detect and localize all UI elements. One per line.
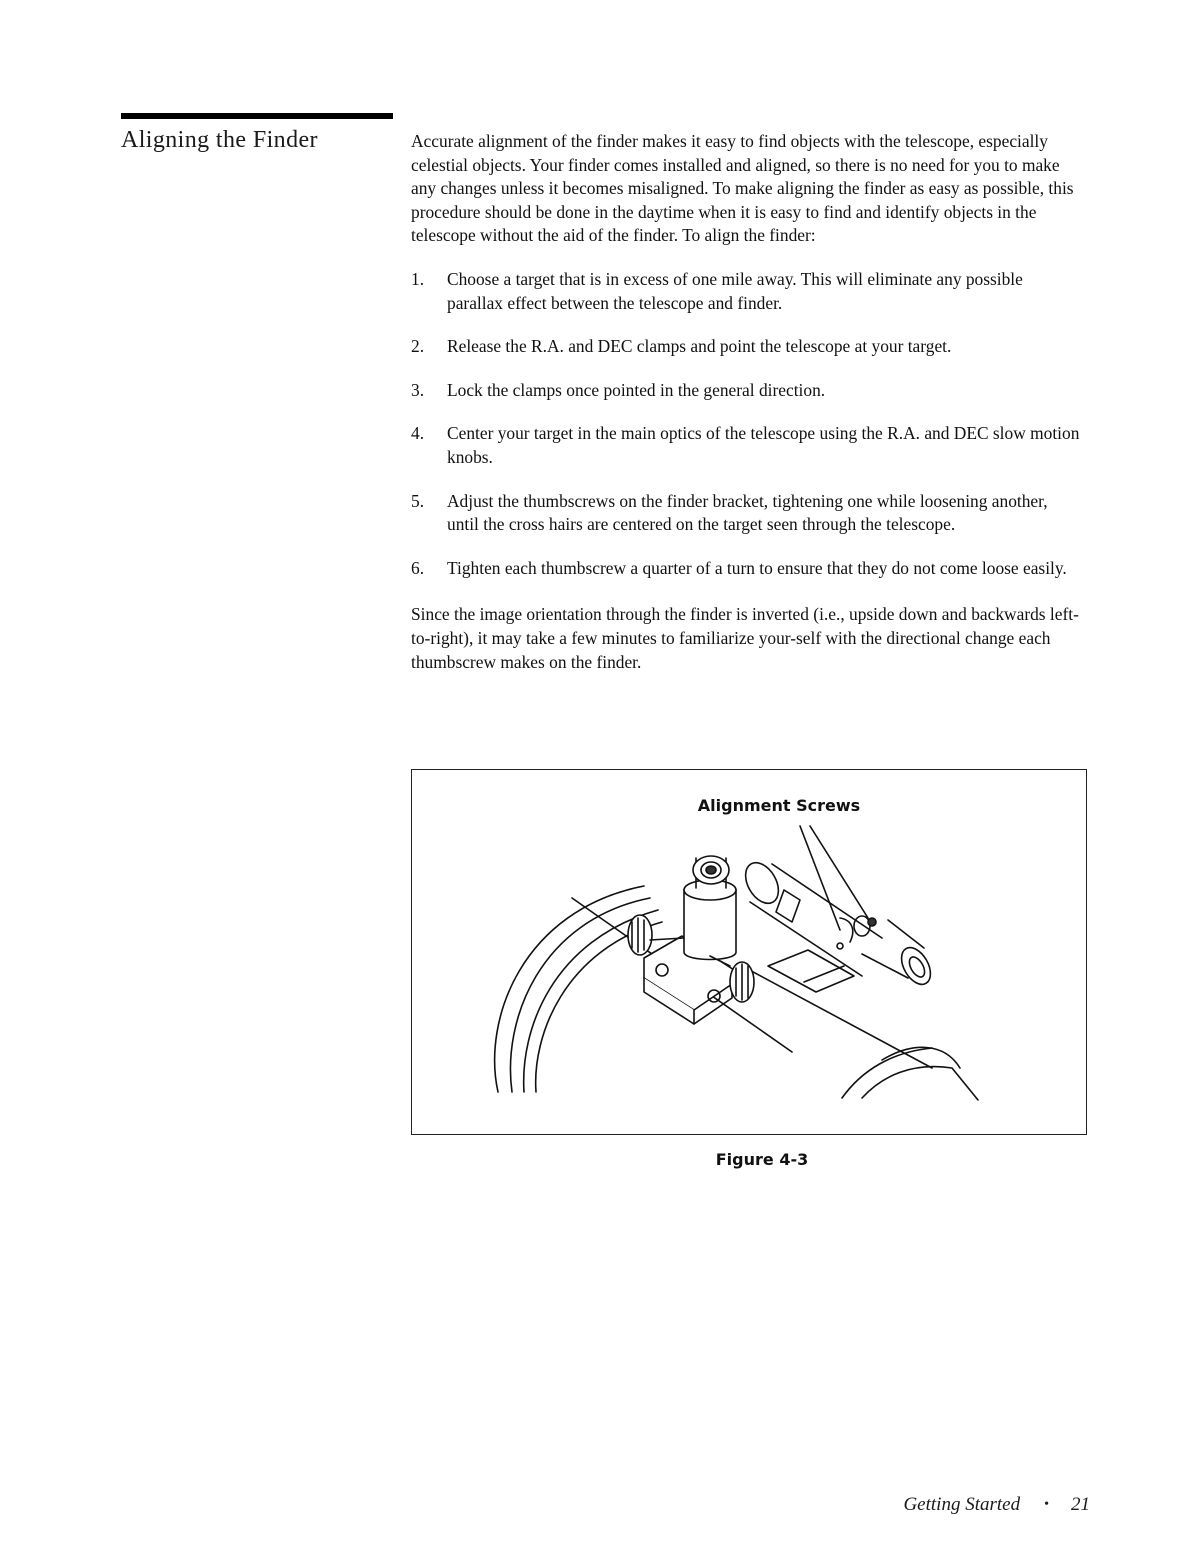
- intro-paragraph: Accurate alignment of the finder makes it easy to find objects with the telescope, especially celestial objects. Your finder comes installed and aligned, so there is no need for you to make any changes unless it becomes misaligned. To make aligning the finder as easy as possible, this procedure should be done in the daytime when it is easy to find and identify objects in the telescope without the aid of the finder. To align the finder:: [411, 131, 1074, 246]
- finder-tube: [840, 918, 853, 942]
- footer-chapter: Getting Started: [903, 1494, 1021, 1515]
- alignment-screw-head: [868, 918, 876, 926]
- step-number: 2.: [411, 336, 425, 357]
- finder-objective: [896, 943, 937, 990]
- rear-cell-arc: [842, 1048, 932, 1098]
- step-text: Tighten each thumbscrew a quarter of a turn to ensure that they do not come loose easily.: [447, 557, 1067, 578]
- step-text: Lock the clamps once pointed in the general direction.: [447, 379, 826, 400]
- step-text: Release the R.A. and DEC clamps and point the telescope at your target.: [447, 336, 952, 357]
- finder-tube: [854, 916, 870, 936]
- step-item: [411, 335, 1083, 359]
- finder-mount-plate: [768, 950, 854, 992]
- step-number: 4.: [411, 423, 425, 444]
- step-item: [411, 557, 1083, 581]
- step-number: 6.: [411, 557, 425, 578]
- page-footer: [780, 1494, 1090, 1516]
- steps-list: [411, 268, 1083, 580]
- finder-tube: [739, 857, 785, 909]
- section-rule: [121, 113, 393, 119]
- step-number: 3.: [411, 379, 425, 400]
- step-text: Choose a target that is in excess of one mile away. This will eliminate any possible parallax effect between the telescope and finder.: [447, 268, 1023, 313]
- step-text: Center your target in the main optics of the telescope using the R.A. and DEC slow motion knobs.: [447, 423, 1080, 467]
- step-item: [411, 422, 1083, 469]
- step-number: 5.: [411, 490, 425, 511]
- step-item: [411, 268, 1083, 315]
- step-item: [411, 490, 1083, 537]
- figure-caption: Figure 4-3: [715, 1150, 809, 1169]
- page-number: 21: [1071, 1494, 1090, 1515]
- tube-edge-line: [742, 966, 932, 1068]
- telescope-finder-illustration: [412, 770, 1088, 1136]
- step-text: Adjust the thumbscrews on the finder bracket, tightening one while loosening another, until the cross hairs are centered on the target seen through the telescope.: [447, 490, 1048, 535]
- finder-eyepiece: [706, 866, 716, 874]
- alignment-screws-label: Alignment Screws: [697, 796, 861, 815]
- body-column: [411, 130, 1083, 674]
- alignment-screw-head: [837, 943, 843, 949]
- footer-separator: •: [1044, 1497, 1049, 1512]
- rear-cell-arc: [862, 1067, 978, 1100]
- closing-paragraph: Since the image orientation through the finder is inverted (i.e., upside down and backwards left-to-right), it may take a few minutes to familiarize your-self with the directional change each thumbscrew makes on the finder.: [411, 604, 1079, 672]
- callout-leader-line: [810, 826, 868, 918]
- figure-frame: [411, 769, 1087, 1135]
- tube-rim-arc: [495, 886, 644, 1092]
- step-item: [411, 379, 1083, 403]
- section-heading: Aligning the Finder: [121, 127, 318, 153]
- step-number: 1.: [411, 268, 425, 289]
- finder-tube: [776, 890, 800, 922]
- finder-mount-plate: [804, 966, 844, 982]
